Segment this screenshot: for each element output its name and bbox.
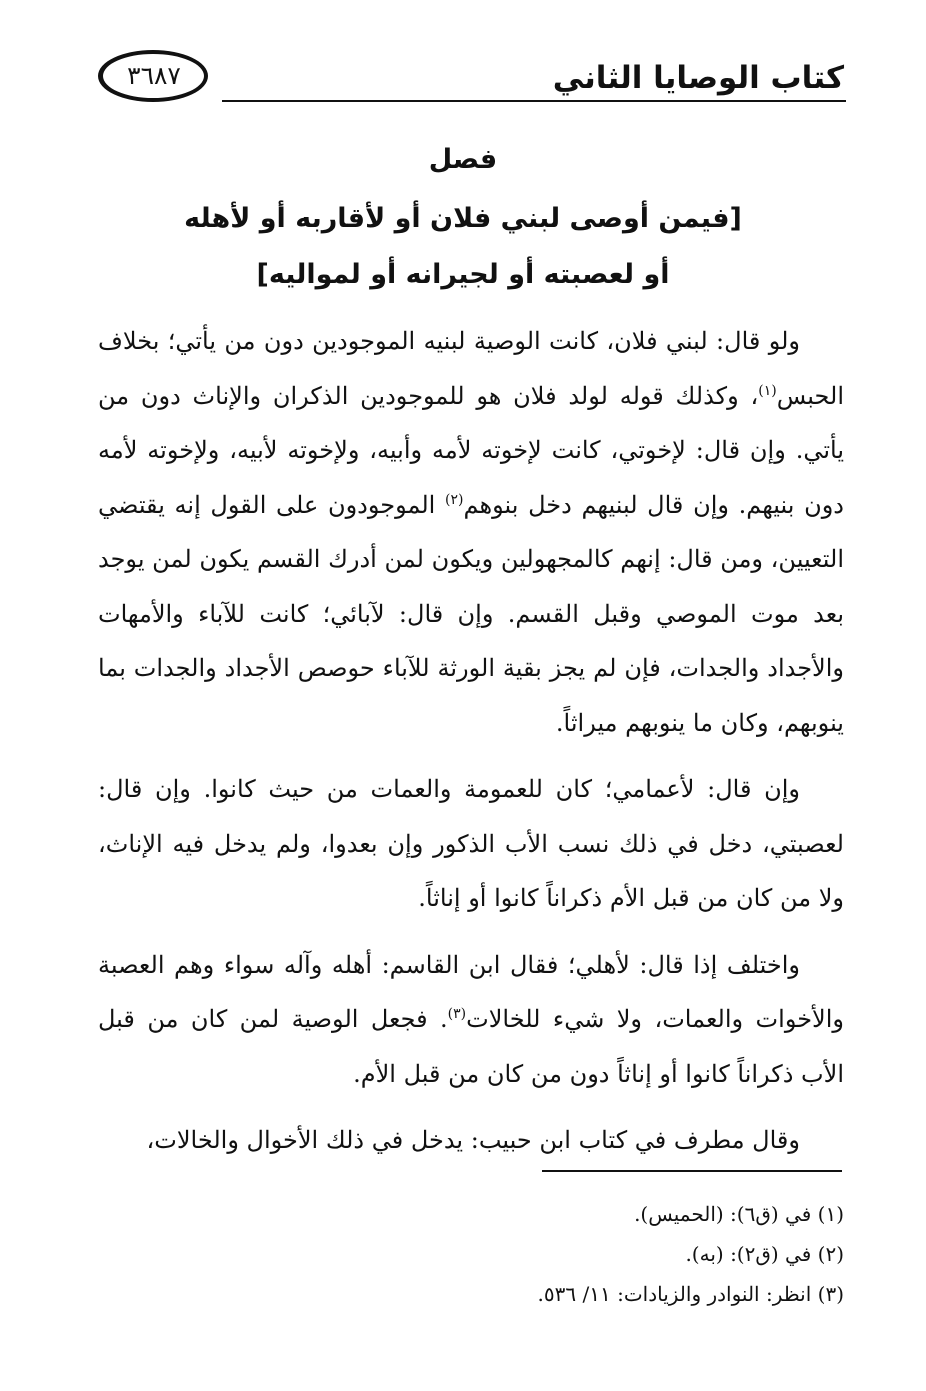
footnote-ref-3: (٣) (447, 1006, 467, 1022)
book-title: كتاب الوصايا الثاني (552, 60, 844, 96)
paragraph-text: ولو قال: لبني فلان، كانت الوصية لبنيه الموجودين دون من يأتي؛ بخلاف الحبس (98, 327, 844, 410)
paragraph-3 (98, 938, 844, 1102)
footnote-3: (٣) انظر: النوادر والزيادات: ١١/ ٥٣٦. (537, 1282, 844, 1306)
section-label: فصل (428, 144, 498, 175)
footnote-ref-1: (١) (758, 382, 777, 399)
footnote-separator (542, 1170, 842, 1172)
footnote-2: (٢) في (ق٢): (به). (685, 1242, 844, 1266)
paragraph-text: واختلف إذا قال: لأهلي؛ فقال ابن القاسم: أهله وآله سواء وهم العصبة والأخوات والعمات، ولا شيء للخالات (98, 950, 844, 1033)
footnote-ref-2: (٢) (445, 491, 464, 508)
paragraph-text: . فجعل الوصية لمن كان من قبل الأب ذكراناً كانوا أو إناثاً دون من كان من قبل الأم. (98, 1005, 844, 1088)
body-text (98, 314, 844, 1180)
paragraph-text: ، وكذلك قوله لولد فلان هو للموجودين الذكران والإناث دون من يأتي. وإن قال: لإخوتي، كانت لإخوته لأمه وأبيه، ولإخوته لأبيه، ولإخوته لأمه دون بنيهم. وإن قال لبنيهم دخل بنوهم (98, 381, 844, 519)
paragraph-4: وقال مطرف في كتاب ابن حبيب: يدخل في ذلك الأخوال والخالات، (146, 1126, 800, 1154)
paragraph-text: الموجودون على القول إنه يقتضي التعيين، ومن قال: إنهم كالمجهولين ويكون لمن أدرك القسم يكون لمن يوجد بعد موت الموصي وقبل القسم. وإن قال: لآبائي؛ كانت للآباء والأمهات والأجداد والجدات، فإن لم يجز بقية الورثة للآباء حوصص الأجداد والجدات بما ينوبهم، وكان ما ينوبهم ميراثاً. (98, 490, 844, 737)
page-header (0, 0, 926, 110)
header-rule (222, 100, 846, 102)
footnotes (98, 1194, 844, 1314)
section-heading-line-1: [فيمن أوصى لبني فلان أو لأقاربه أو لأهله (184, 203, 742, 234)
paragraph-1 (98, 314, 844, 750)
footnote-1: (١) في (ق٦): (الحميس). (634, 1202, 844, 1226)
paragraph-2: وإن قال: لأعمامي؛ كان للعمومة والعمات من حيث كانوا. وإن قال: لعصبتي، دخل في ذلك نسب الأب الذكور وإن بعدوا، ولم يدخل فيه الإناث، ولا من كان من قبل الأم ذكراناً كانوا أو إناثاً. (98, 775, 844, 912)
section-heading-line-2: أو لعصبته أو لجيرانه أو لمواليه] (256, 259, 670, 290)
page-number: ٣٦٨٧ (127, 61, 181, 90)
